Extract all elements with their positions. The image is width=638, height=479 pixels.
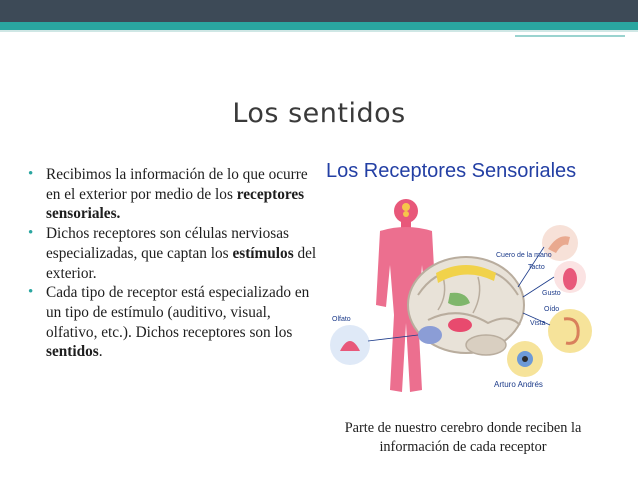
label-olfato: Olfato	[332, 316, 351, 323]
header-accent-band	[0, 22, 638, 30]
sensory-receptors-figure	[318, 145, 608, 413]
header-accent-line	[515, 35, 625, 37]
header-divider	[0, 30, 638, 32]
eye-icon	[507, 341, 543, 377]
header-bar	[0, 0, 638, 22]
label-cuero: Cuero de la mano	[496, 252, 552, 259]
bullet-item: • Recibimos la información de lo que ocurre en el exterior por medio de los receptores sensoriales.	[28, 165, 318, 224]
tongue-taste-icon	[554, 261, 586, 293]
label-oido: Oído	[544, 306, 560, 313]
figure-caption: Parte de nuestro cerebro donde reciben la información de cada receptor	[344, 420, 582, 455]
ear-icon	[548, 309, 592, 353]
bullet-item: • Cada tipo de receptor está especializado en un tipo de estímulo (auditivo, visual, olfativo, etc.). Dichos receptores son los sentidos.	[28, 283, 318, 362]
bullet-item: • Dichos receptores son células nerviosas especializadas, que captan los estímulos del exterior.	[28, 224, 318, 283]
figure-title: Los Receptores Sensoriales	[326, 160, 577, 182]
slide-title: Los sentidos	[232, 98, 406, 129]
brain-icon	[408, 257, 524, 355]
bullet-list	[28, 165, 318, 362]
label-tacto: Tacto	[528, 264, 545, 271]
label-vista: Vista	[530, 320, 546, 327]
sensory-receptors-illustration	[318, 145, 608, 413]
label-gusto: Gusto	[542, 290, 561, 297]
figure-credit: Arturo Andrés	[494, 380, 543, 389]
nose-smell-icon	[330, 325, 370, 365]
